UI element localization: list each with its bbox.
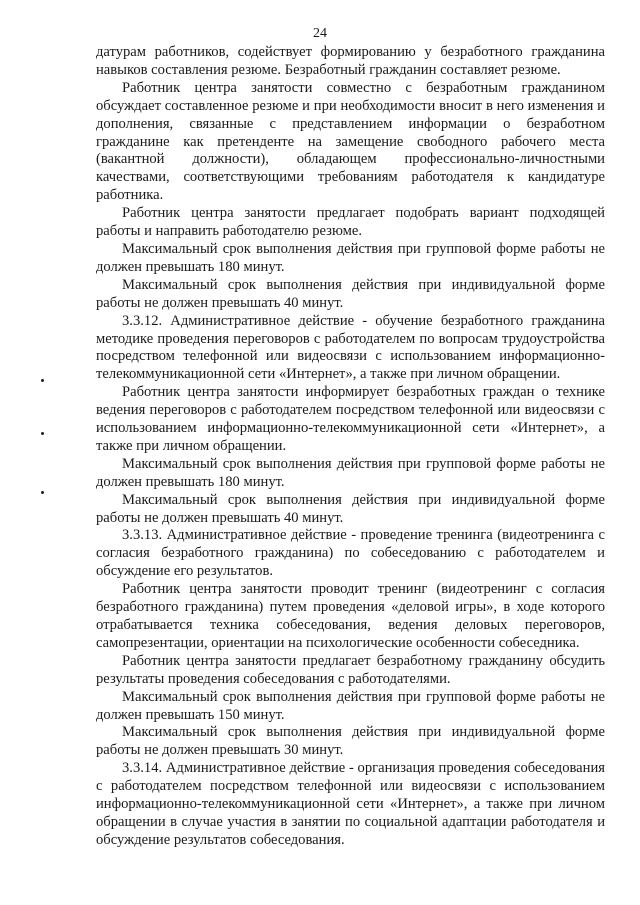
paragraph: 3.3.13. Административное действие - проведение тренинга (видеотренинга с согласия безработного гражданина) по собеседованию с работодателем и обсуждение его результатов. [96,527,605,580]
paragraph: Максимальный срок выполнения действия при групповой форме работы не должен превышать 150 минут. [96,688,605,723]
paragraph: Работник центра занятости совместно с безработным гражданином обсуждает составленное резюме и при необходимости вносит в него изменения и дополнения, связанные с представлением информации о безработном гражданине как претенденте на замещение свободного рабочего места (вакантной должности), обладающем профессионально-личностными качествами, соответствующими требованиям работодателя к кандидатуре работника. [96,79,605,204]
paragraph: Работник центра занятости предлагает подобрать вариант подходящей работы и направить работодателю резюме. [96,205,605,240]
paragraph: Максимальный срок выполнения действия при индивидуальной форме работы не должен превышать 40 минут. [96,276,605,311]
paragraph: Максимальный срок выполнения действия при групповой форме работы не должен превышать 180 минут. [96,455,605,490]
paragraph: Максимальный срок выполнения действия при групповой форме работы не должен превышать 180 минут. [96,240,605,275]
paragraph: 3.3.14. Административное действие - организация проведения собеседования с работодателем посредством телефонной или видеосвязи с использованием информационно-телекоммуникационной сети «Интернет», а также при личном обращении в случае участия в занятии по социальной адаптации работодателя и обсуждение результатов собеседования. [96,760,605,848]
paragraph: Работник центра занятости информирует безработных граждан о технике ведения переговоров с работодателем посредством телефонной или видеосвязи с использованием информационно-телекоммуникационной сети «Интернет», а также при личном обращении. [96,384,605,454]
scan-speck [41,379,44,382]
page-number: 24 [313,26,327,41]
paragraph: датурам работников, содействует формированию у безработного гражданина навыков составления резюме. Безработный гражданин составляет резюме. [96,44,605,78]
paragraph: Работник центра занятости проводит тренинг (видеотренинг с согласия безработного гражданина) путем проведения «деловой игры», в ходе которого отрабатывается техника собеседования, ведения деловых переговоров, самопрезентации, ориентации на психологические особенности собеседника. [96,581,605,651]
scan-speck [41,432,44,435]
paragraph: Максимальный срок выполнения действия при индивидуальной форме работы не должен превышать 40 минут. [96,491,605,526]
paragraph: Максимальный срок выполнения действия при индивидуальной форме работы не должен превышать 30 минут. [96,724,605,759]
paragraph: 3.3.12. Административное действие - обучение безработного гражданина методике проведения переговоров с работодателем по вопросам трудоустройства посредством телефонной или видеосвязи с использованием информационно-телекоммуникационной сети «Интернет», а также при личном обращении. [96,312,605,383]
document-body [96,44,605,850]
scan-speck [41,491,44,494]
paragraph: Работник центра занятости предлагает безработному гражданину обсудить результаты проведения собеседования с работодателями. [96,652,605,687]
